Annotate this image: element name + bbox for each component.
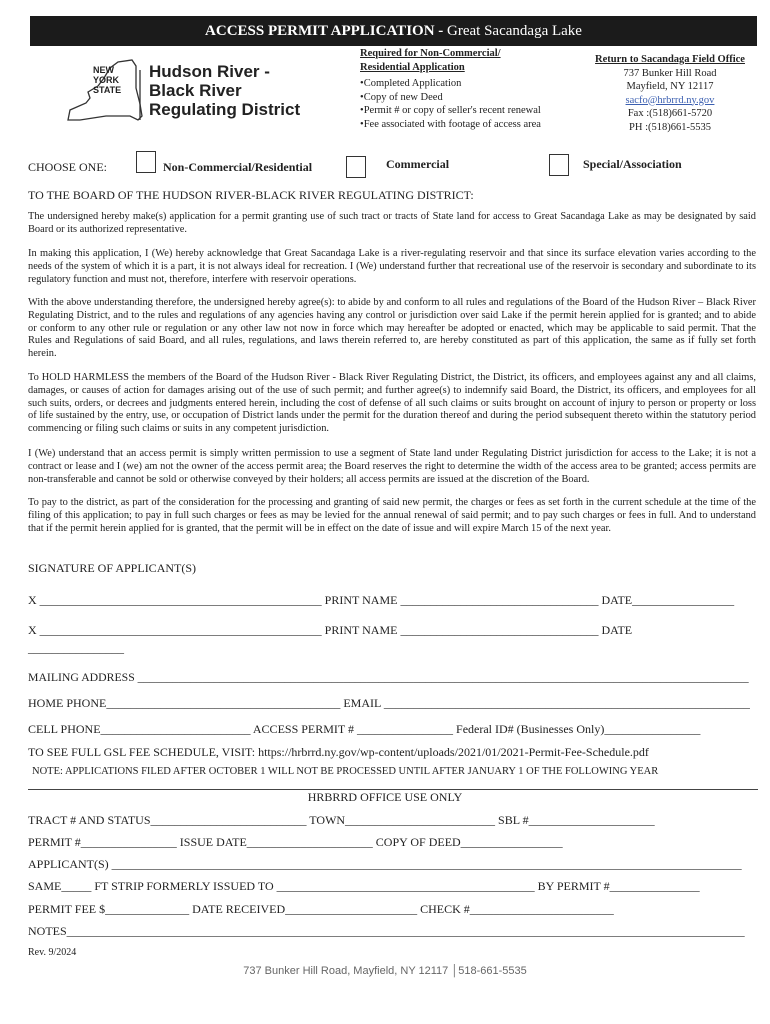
return-office-address2: Mayfield, NY 12117 <box>626 81 714 92</box>
revision-label: Rev. 9/2024 <box>28 947 77 958</box>
return-office-address1: 737 Bunker Hill Road <box>623 67 717 79</box>
non-commercial-checkbox[interactable] <box>136 151 156 173</box>
paragraph-fees: To pay to the district, as part of the consideration for the processing and granting of said new permit, the charges or fees as set forth in the current schedule at the time of the filing of this application; to pay in full such charges or fees as may be levied for the annual renewal of said permit; and to pay such charges or fees in full. And to understand that if the permit herein applied for is granted, that the permit will be in effect on the date of issue and will expire March 15 of the next year. <box>28 497 756 534</box>
applicants-field[interactable]: APPLICANT(S) _________________________________________________________________________________________________________ <box>28 857 742 871</box>
footer-address: 737 Bunker Hill Road, Mayfield, NY 12117 │518-661-5535 <box>243 965 527 977</box>
requirement-item: •Fee associated with footage of access area <box>360 118 541 130</box>
paragraph-permission: I (We) understand that an access permit is simply written permission to use a segment of State land under Regulating District jurisdiction for access to the Lake; it is not a contract or lease and I (we) am not the owner of the access permit area; the Board reserves the right to determine the width of the access area to be granted; access permits are non-transferable and cannot be sold or otherwise conveyed by their holders; all access permits are issued at the discretion of the Board. <box>28 448 756 485</box>
commercial-checkbox[interactable] <box>346 156 366 178</box>
office-use-title: HRBRRD OFFICE USE ONLY <box>307 790 463 804</box>
paragraph-application: The undersigned hereby make(s) application for a permit granting use of such tract or tracts of State land for access to Great Sacandaga Lake as may be designated by said Board or its authorized representative. <box>28 211 756 235</box>
permit-fee-field[interactable]: PERMIT FEE $______________ DATE RECEIVED______________________ CHECK #________________________ <box>28 902 614 916</box>
special-association-option-label: Special/Association <box>583 157 682 171</box>
title-bar <box>30 16 757 46</box>
logo-state-label <box>93 65 121 95</box>
paragraph-rules: With the above understanding therefore, the undersigned hereby agree(s): to abide by and conform to all rules and regulations of the Board of the Hudson River – Black River Regulating District, and to the rules and regulations of any agencies having any control or jurisdiction over said Lake if the permit herein applied for is granted; and to abide or conform to any other rule or regulation or any other law not now in force which may hereafter be adopted or enacted, which may be applicable to said permit. That the Rules and Regulations of said Board, and all rules, regulations, and laws therein referred to, are hereby constituted as part of this application, the same as if fully set forth herein. <box>28 297 756 360</box>
return-office-block <box>585 53 755 134</box>
return-office-title: Return to Sacandaga Field Office <box>595 54 745 65</box>
non-commercial-option-label: Non-Commercial/Residential <box>163 160 313 174</box>
choose-one-label: CHOOSE ONE: <box>28 160 108 174</box>
board-heading: TO THE BOARD OF THE HUDSON RIVER-BLACK RIVER REGULATING DISTRICT: <box>28 188 474 202</box>
requirement-item: •Completed Application <box>360 78 462 89</box>
permit-issue-field[interactable]: PERMIT #________________ ISSUE DATE_____________________ COPY OF DEED_________________ <box>28 835 563 849</box>
fee-schedule-link[interactable]: TO SEE FULL GSL FEE SCHEDULE, VISIT: https://hrbrrd.ny.gov/wp-content/uploads/2021/01/2021-Permit-Fee-Schedule.pdf <box>28 745 649 759</box>
logo-district-name <box>149 62 300 119</box>
title-bold: ACCESS PERMIT APPLICATION - <box>205 23 444 39</box>
return-office-phone: PH :(518)661-5535 <box>629 121 711 133</box>
requirements-title-line: Residential Application <box>360 61 465 73</box>
signature-heading: SIGNATURE OF APPLICANT(S) <box>28 561 197 575</box>
logo-name-line: Hudson River - <box>149 62 270 81</box>
logo-name-line: Regulating District <box>149 100 301 119</box>
signature-line-1[interactable]: X _______________________________________________ PRINT NAME _________________________________ DATE_________________ <box>28 593 735 607</box>
requirement-item: •Copy of new Deed <box>360 91 443 103</box>
home-phone-email-field[interactable]: HOME PHONE_______________________________________ EMAIL _____________________________________________________________ <box>28 696 750 710</box>
tract-status-field[interactable]: TRACT # AND STATUS__________________________ TOWN_________________________ SBL #_____________________ <box>28 813 655 827</box>
return-office-email-link[interactable]: sacfo@hrbrrd.ny.gov <box>625 94 715 106</box>
logo-state-line: NEW <box>93 65 114 75</box>
paragraph-hold-harmless: To HOLD HARMLESS the members of the Board of the Hudson River - Black River Regulating District, the District, its officers, and employees against any and all claims, damages, or causes of action for damages arising out of the use of such permit; and further agree(s) to indemnify said Board, the District, its officers, and employees for all such suits, orders, or decrees and judgments entered herein, including the cost of defense of all such claims or suits brought on account of injury to person or property or loss of life sustained by the entry, use, or occupation of District lands under the permit for the duration thereof and during the period subsequent thereto within the statutory period commencing or filing such claims or suits in any competent jurisdiction. <box>28 372 756 435</box>
cell-phone-permit-field[interactable]: CELL PHONE_________________________ ACCESS PERMIT # ________________ Federal ID# (Businesses Only)________________ <box>28 722 701 736</box>
requirements-title <box>360 47 580 74</box>
signature-line-2-date[interactable]: ________________ <box>28 641 124 655</box>
signature-line-2[interactable]: X _______________________________________________ PRINT NAME _________________________________ DATE <box>28 623 633 637</box>
filing-note: NOTE: APPLICATIONS FILED AFTER OCTOBER 1 WILL NOT BE PROCESSED UNTIL AFTER JANUARY 1 OF THE FOLLOWING YEAR <box>32 766 659 777</box>
requirements-title-line: Required for Non-Commercial/ <box>360 48 501 59</box>
paragraph-acknowledgement: In making this application, I (We) hereby acknowledge that Great Sacandaga Lake is a river-regulating reservoir and that since its surface elevation varies according to the needs of the system of which it is a part, it is not always ideal for recreation. I (We) understand further that recreational use of the reservoir is secondary and subordinate to its regulatory function and must not, therefore, interfere with reservoir operations. <box>28 248 756 285</box>
special-association-checkbox[interactable] <box>549 154 569 176</box>
title-rest: Great Sacandaga Lake <box>443 23 582 39</box>
logo-state-line: YORK <box>93 75 120 85</box>
return-office-fax: Fax :(518)661-5720 <box>627 108 713 119</box>
requirement-item: •Permit # or copy of seller's recent renewal <box>360 105 541 116</box>
requirements-list <box>360 77 580 131</box>
mailing-address-field[interactable]: MAILING ADDRESS ________________________________________________________________________________________________________ <box>28 671 749 684</box>
logo-name-line: Black River <box>149 81 242 100</box>
strip-issued-field[interactable]: SAME_____ FT STRIP FORMERLY ISSUED TO ___________________________________________ BY PERMIT #_______________ <box>28 879 700 893</box>
commercial-option-label: Commercial <box>386 157 450 171</box>
logo-state-line: STATE <box>93 85 122 95</box>
requirements-block <box>360 47 580 131</box>
notes-field[interactable]: NOTES_________________________________________________________________________________________________________________ <box>28 924 745 938</box>
